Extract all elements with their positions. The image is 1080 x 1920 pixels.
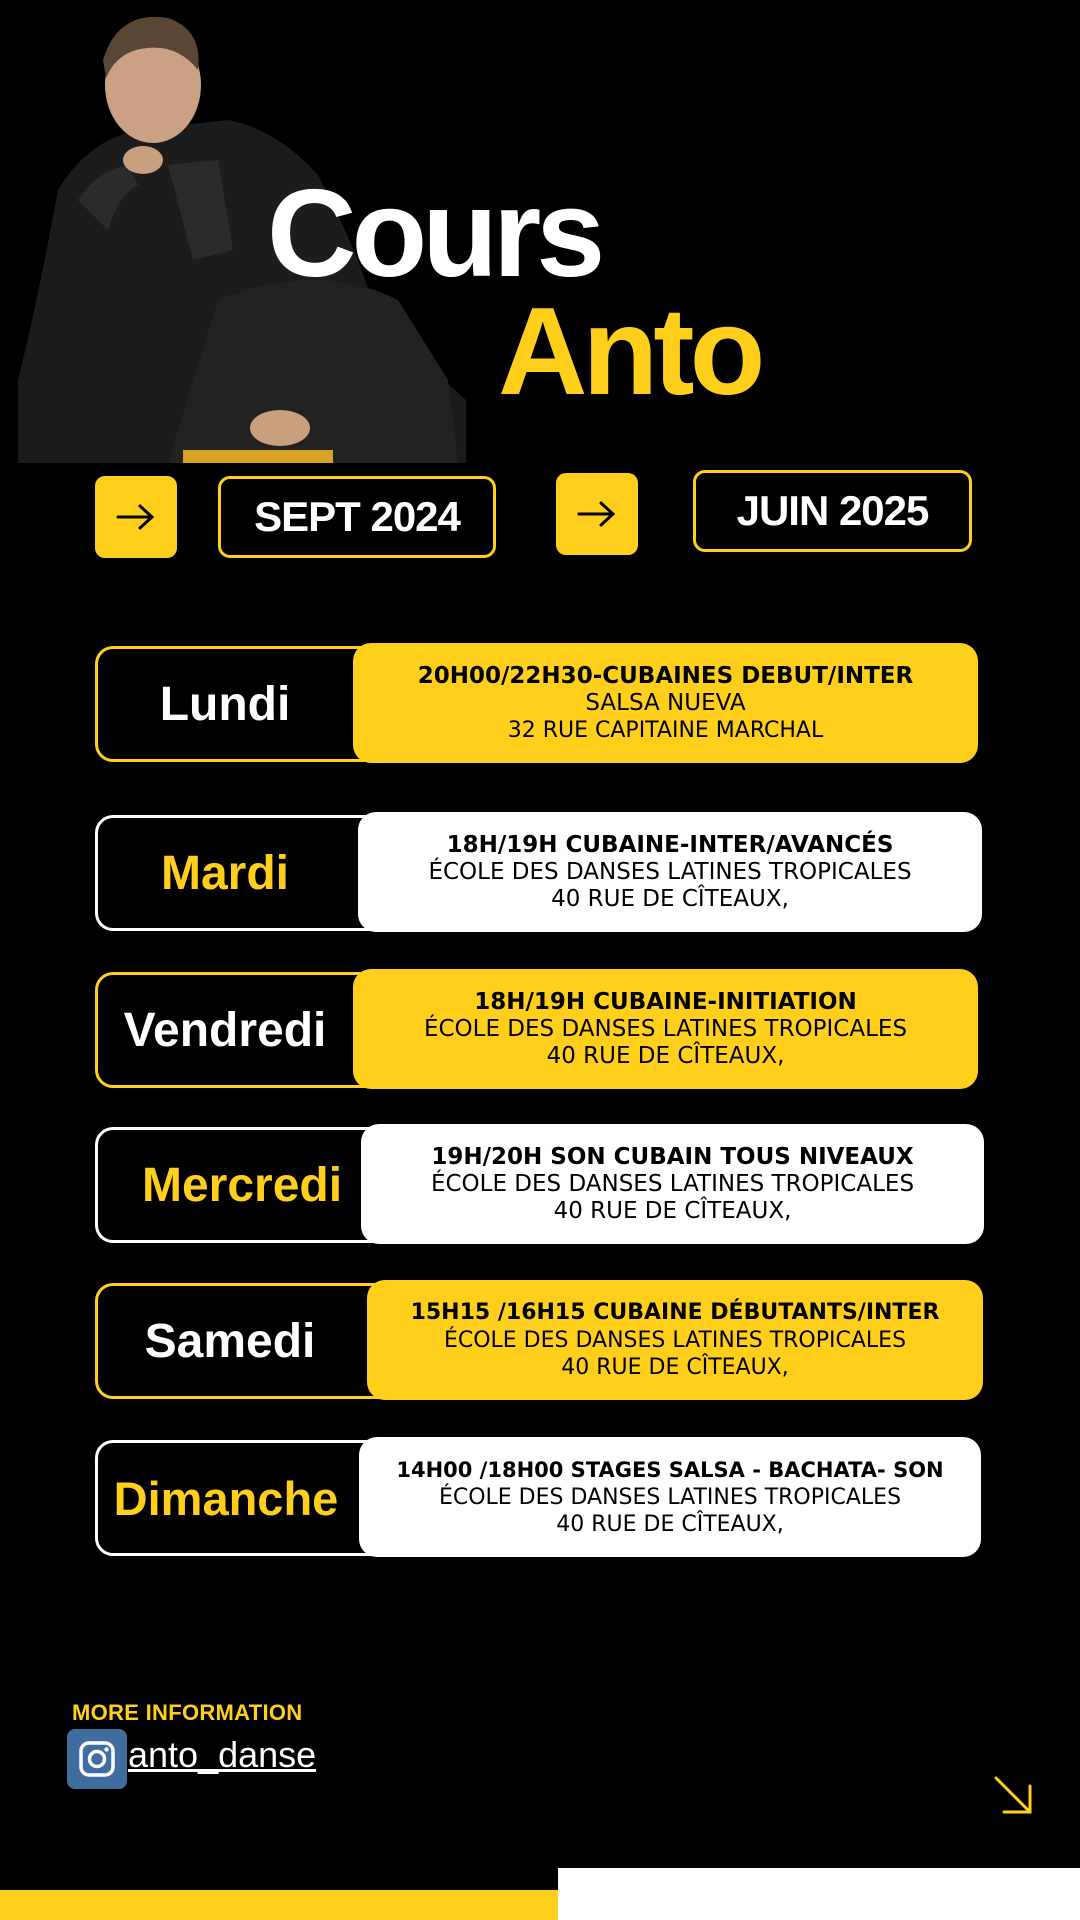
footer-white-bar	[558, 1868, 1080, 1920]
schedule-row-mardi	[95, 815, 975, 931]
day-label: Mercredi	[141, 1158, 343, 1212]
class-venue: ÉCOLE DES DANSES LATINES TROPICALES	[423, 1016, 908, 1042]
class-venue: ÉCOLE DES DANSES LATINES TROPICALES	[430, 1171, 915, 1197]
footer-yellow-bar	[0, 1890, 558, 1920]
class-address: 40 RUE DE CÎTEAUX,	[553, 1198, 792, 1224]
class-time: 14H00 /18H00 STAGES SALSA - BACHATA- SON	[396, 1458, 944, 1482]
day-label: Vendredi	[123, 1003, 327, 1057]
class-venue: ÉCOLE DES DANSES LATINES TROPICALES	[443, 1328, 907, 1353]
class-time: 19H/20H SON CUBAIN TOUS NIVEAUX	[431, 1144, 914, 1170]
day-label: Samedi	[144, 1314, 316, 1368]
class-address: 32 RUE CAPITAINE MARCHAL	[507, 718, 824, 743]
class-time: 20H00/22H30-CUBAINES DEBUT/INTER	[417, 663, 914, 689]
end-arrow-button[interactable]	[556, 473, 638, 555]
class-info	[359, 1437, 981, 1557]
arrow-down-right-icon	[990, 1772, 1038, 1825]
instagram-icon[interactable]	[67, 1729, 127, 1789]
day-label: Lundi	[159, 677, 291, 731]
class-address: 40 RUE DE CÎTEAUX,	[556, 1512, 784, 1537]
class-info	[358, 812, 982, 932]
class-address: 40 RUE DE CÎTEAUX,	[546, 1043, 785, 1069]
schedule-row-lundi	[95, 646, 975, 762]
class-time: 18H/19H CUBAINE-INITIATION	[474, 989, 857, 1015]
arrow-right-icon	[577, 499, 617, 529]
schedule-row-samedi	[95, 1283, 975, 1399]
day-label: Mardi	[160, 846, 289, 900]
class-venue: SALSA NUEVA	[585, 690, 746, 716]
day-label: Dimanche	[113, 1471, 339, 1525]
class-venue: ÉCOLE DES DANSES LATINES TROPICALES	[438, 1485, 902, 1510]
start-date: SEPT 2024	[218, 476, 496, 558]
start-arrow-button[interactable]	[95, 476, 177, 558]
class-address: 40 RUE DE CÎTEAUX,	[551, 886, 789, 912]
class-time: 18H/19H CUBAINE-INTER/AVANCÉS	[446, 832, 894, 858]
class-time: 15H15 /16H15 CUBAINE DÉBUTANTS/INTER	[410, 1300, 940, 1325]
arrow-right-icon	[116, 502, 156, 532]
schedule-row-mercredi	[95, 1127, 975, 1243]
instagram-handle-link[interactable]: anto_danse	[128, 1734, 317, 1775]
class-address: 40 RUE DE CÎTEAUX,	[561, 1355, 789, 1380]
title-anto: Anto	[498, 283, 761, 421]
schedule-row-vendredi	[95, 972, 975, 1088]
class-info	[353, 643, 978, 763]
title-cours: Cours	[267, 165, 601, 303]
class-info	[361, 1124, 984, 1244]
class-info	[367, 1280, 983, 1400]
more-information-label: MORE INFORMATION	[72, 1700, 303, 1725]
schedule-row-dimanche	[95, 1440, 975, 1556]
class-info	[353, 969, 978, 1089]
class-venue: ÉCOLE DES DANSES LATINES TROPICALES	[428, 859, 912, 885]
end-date: JUIN 2025	[693, 470, 972, 552]
